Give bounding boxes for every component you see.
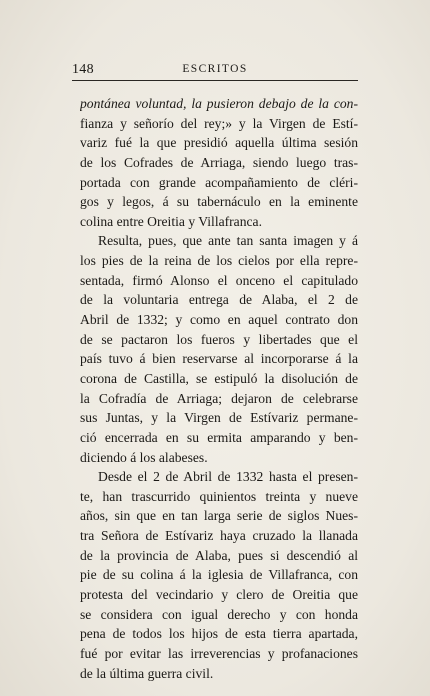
text-line: fianza y señorío del rey;» y la Virgen de Estí- <box>80 115 358 131</box>
text-line: pena de todos los hijos de esta tierra apartada, <box>80 626 358 642</box>
page-number: 148 <box>72 62 94 77</box>
header-rule <box>72 80 358 81</box>
text-line: años, sin que en tan larga serie de siglos Nues- <box>80 508 358 524</box>
text-line: protesta del vecindario y clero de Oreitia que <box>80 587 358 603</box>
text-line: portada con grande acompañamiento de cléri- <box>80 174 358 190</box>
text-line: se considera con igual derecho y con honda <box>80 606 358 622</box>
text-line: de la última guerra civil. <box>80 665 214 681</box>
text-line: colina entre Oreitia y Villafranca. <box>80 213 262 229</box>
text-line: Resulta, pues, que ante tan santa imagen y á <box>98 233 358 249</box>
text-line: de los Cofrades de Arriaga, siendo luego tras- <box>80 154 358 170</box>
text-line: de la provincia de Alaba, pues si descendió al <box>80 547 358 563</box>
text-line: tra Señora de Estívariz haya cruzado la llanada <box>80 528 358 544</box>
text-line: país tuvo á bien reservarse al incorporarse á la <box>80 351 358 367</box>
text-line: sus Juntas, y la Virgen de Estívariz permane- <box>80 410 358 426</box>
text-line: Desde el 2 de Abril de 1332 hasta el presen- <box>98 469 358 485</box>
text-line: Abril de 1332; y como en aquel contrato don <box>80 312 358 328</box>
text-line: sentada, firmó Alonso el onceno el capitulado <box>80 272 358 288</box>
text-line: diciendo á los alabeses. <box>80 449 208 465</box>
text-line: gos y legos, á su tabernáculo en la eminente <box>80 194 358 210</box>
page-header <box>72 62 358 80</box>
text-line: variz fué la que presidió aquella última sesión <box>80 135 358 151</box>
text-line: pie de su colina á la iglesia de Villafranca, con <box>80 567 358 583</box>
body-text <box>80 94 358 683</box>
text-line: de la voluntaria entrega de Alaba, el 2 de <box>80 292 358 308</box>
text-line: los pies de la reina de los cielos por ella repre- <box>80 253 358 269</box>
text-line: corona de Castilla, se estipuló la disolución de <box>80 370 358 386</box>
running-head: ESCRITOS <box>182 63 248 75</box>
text-line: ció encerrada en su ermita amparando y ben- <box>80 429 358 445</box>
text-line: te, han trascurrido quinientos treinta y nueve <box>80 488 358 504</box>
text-line: pontánea voluntad, la pusieron debajo de la con- <box>80 96 358 111</box>
text-line: de se pactaron los fueros y libertades que el <box>80 331 358 347</box>
text-line: la Cofradía de Arriaga; dejaron de celebrarse <box>80 390 358 406</box>
text-line: fué por evitar las irreverencias y profanaciones <box>80 645 358 661</box>
